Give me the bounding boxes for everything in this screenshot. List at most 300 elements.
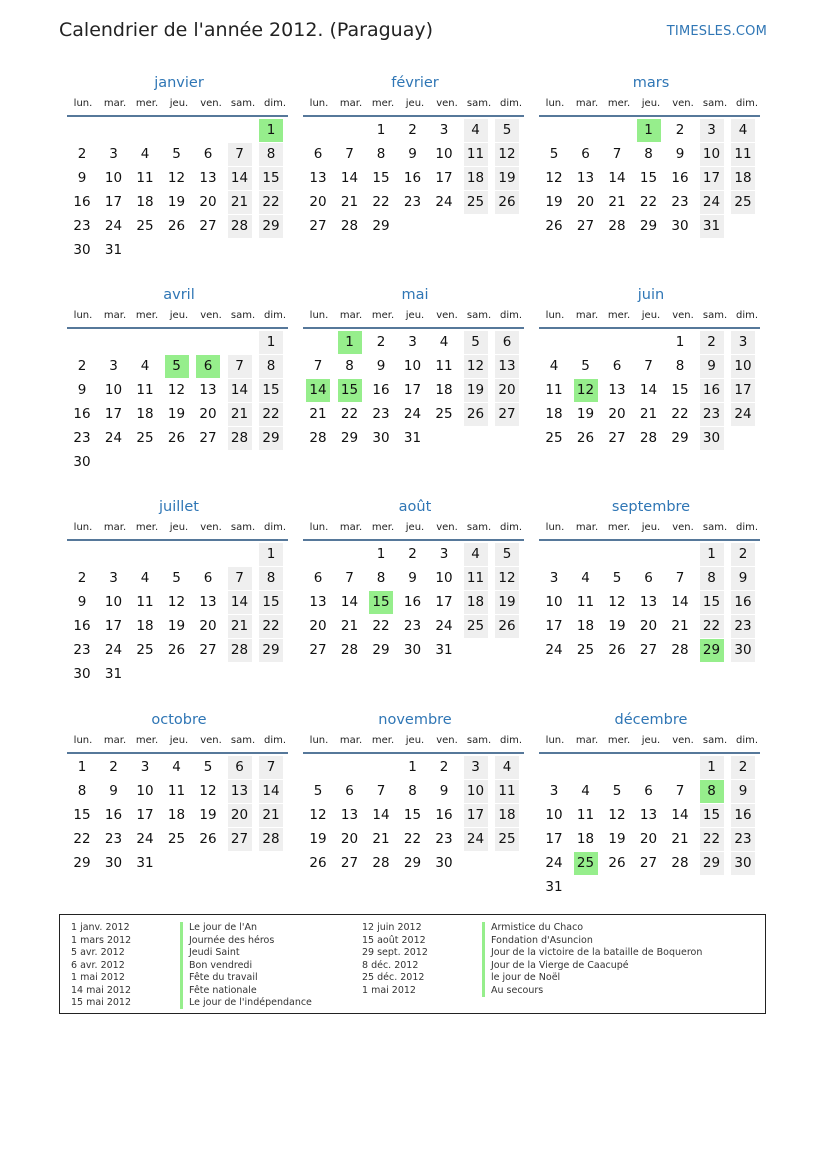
day-cell: 9 — [376, 358, 386, 374]
month-block — [67, 707, 291, 899]
weekday-label: sam. — [702, 310, 728, 321]
day-cell: 23 — [700, 403, 724, 426]
weekday-label: lun. — [309, 735, 329, 746]
day-cell: 3 — [140, 759, 150, 775]
day-cell: 14 — [228, 379, 252, 402]
day-cell: 6 — [203, 570, 213, 586]
day-cell: 24 — [136, 831, 154, 847]
day-cell: 3 — [464, 756, 488, 779]
day-cell: 17 — [104, 194, 123, 210]
day-cell: 21 — [259, 804, 283, 827]
weekday-label: lun. — [545, 735, 565, 746]
day-grid — [539, 755, 763, 899]
weekday-label: mar. — [103, 98, 127, 109]
day-cell: 26 — [495, 191, 519, 214]
day-cell: 21 — [608, 194, 626, 210]
day-cell: 27 — [576, 218, 595, 234]
legend-date: 8 déc. 2012 — [362, 959, 419, 971]
day-cell: 9 — [408, 570, 417, 586]
day-cell: 18 — [167, 807, 186, 823]
day-cell: 16 — [671, 170, 689, 186]
holiday-day-cell: 6 — [196, 355, 220, 378]
day-cell: 10 — [545, 807, 563, 823]
day-cell: 24 — [464, 828, 488, 851]
day-cell: 27 — [309, 218, 327, 234]
day-cell: 11 — [167, 783, 186, 799]
day-cell: 11 — [464, 143, 488, 166]
weekday-label: mer. — [135, 98, 159, 109]
day-cell: 17 — [104, 618, 123, 634]
day-cell: 26 — [608, 642, 626, 658]
day-cell: 8 — [675, 358, 685, 374]
day-cell: 29 — [372, 642, 390, 658]
month-divider — [303, 539, 524, 541]
weekday-label: mer. — [607, 522, 631, 533]
weekday-label: jeu. — [641, 98, 661, 109]
legend-holiday-name: Au secours — [491, 984, 544, 996]
day-cell: 4 — [731, 119, 755, 142]
day-cell: 14 — [340, 594, 359, 610]
day-cell: 26 — [167, 430, 186, 446]
day-cell: 19 — [167, 406, 186, 422]
day-cell: 20 — [228, 804, 252, 827]
day-cell: 23 — [403, 618, 422, 634]
month-block — [539, 707, 763, 899]
day-cell: 3 — [549, 570, 559, 586]
day-cell: 7 — [376, 783, 386, 799]
day-cell: 20 — [309, 618, 327, 634]
day-cell: 5 — [581, 358, 590, 374]
weekday-label: mer. — [135, 735, 159, 746]
legend-date: 29 sept. 2012 — [362, 947, 428, 958]
day-cell: 14 — [340, 170, 359, 186]
legend-date: 1 mai 2012 — [71, 972, 125, 983]
page-title: Calendrier de l'année 2012. (Paraguay) — [59, 19, 433, 41]
day-cell: 4 — [464, 543, 488, 566]
day-cell: 7 — [228, 567, 252, 590]
day-cell: 4 — [581, 570, 590, 586]
weekday-label: mer. — [135, 310, 159, 321]
day-cell: 10 — [136, 783, 154, 799]
day-cell: 16 — [403, 594, 422, 610]
day-cell: 23 — [104, 831, 123, 847]
day-cell: 21 — [228, 191, 252, 214]
day-cell: 22 — [639, 194, 658, 210]
weekday-label: sam. — [702, 98, 728, 109]
day-cell: 11 — [136, 382, 154, 398]
day-cell: 26 — [167, 218, 186, 234]
holiday-day-cell: 12 — [574, 379, 598, 402]
weekday-label: mer. — [135, 522, 159, 533]
day-cell: 3 — [439, 546, 449, 562]
day-cell: 29 — [259, 215, 283, 238]
month-name: avril — [163, 287, 195, 303]
weekday-label: mar. — [339, 735, 363, 746]
day-cell: 1 — [700, 756, 724, 779]
day-cell: 13 — [199, 594, 217, 610]
holiday-day-cell: 14 — [306, 379, 330, 402]
day-cell: 7 — [228, 143, 252, 166]
day-cell: 23 — [73, 218, 91, 234]
day-cell: 31 — [136, 855, 154, 871]
month-divider — [303, 752, 524, 754]
day-cell: 26 — [576, 430, 595, 446]
day-cell: 24 — [104, 430, 123, 446]
day-cell: 18 — [545, 406, 563, 422]
day-cell: 15 — [639, 170, 658, 186]
weekday-label: ven. — [436, 310, 458, 321]
day-cell: 7 — [228, 355, 252, 378]
day-cell: 13 — [309, 594, 327, 610]
day-cell: 6 — [345, 783, 354, 799]
day-cell: 3 — [439, 122, 449, 138]
day-cell: 17 — [731, 379, 755, 402]
day-cell: 2 — [731, 756, 755, 779]
weekday-label: lun. — [309, 310, 329, 321]
day-cell: 4 — [140, 146, 150, 162]
day-cell: 20 — [340, 831, 359, 847]
day-cell: 11 — [495, 780, 519, 803]
day-cell: 27 — [199, 430, 217, 446]
weekday-label: sam. — [466, 735, 492, 746]
day-grid — [539, 542, 763, 686]
day-cell: 4 — [172, 759, 181, 775]
weekday-label: mar. — [103, 522, 127, 533]
day-cell: 6 — [612, 358, 622, 374]
day-cell: 24 — [545, 642, 563, 658]
day-cell: 3 — [109, 570, 118, 586]
day-cell: 16 — [435, 807, 453, 823]
weekday-label: lun. — [545, 310, 565, 321]
day-cell: 26 — [608, 855, 626, 871]
day-grid — [539, 118, 763, 262]
month-block — [303, 70, 527, 262]
legend-holiday-name: Fête du travail — [189, 972, 258, 983]
weekday-label: ven. — [672, 310, 694, 321]
holiday-day-cell: 1 — [338, 331, 362, 354]
day-cell: 23 — [73, 430, 91, 446]
weekday-label: mar. — [575, 522, 599, 533]
weekday-label: mar. — [575, 735, 599, 746]
day-cell: 17 — [104, 406, 123, 422]
day-cell: 18 — [464, 591, 488, 614]
day-cell: 27 — [639, 642, 658, 658]
day-cell: 14 — [608, 170, 626, 186]
weekday-header — [67, 308, 291, 324]
day-cell: 31 — [435, 642, 453, 658]
day-cell: 9 — [408, 146, 417, 162]
day-cell: 3 — [700, 119, 724, 142]
day-cell: 17 — [403, 382, 422, 398]
day-cell: 28 — [340, 642, 359, 658]
day-cell: 8 — [345, 358, 354, 374]
day-cell: 14 — [372, 807, 390, 823]
weekday-label: dim. — [263, 735, 287, 746]
day-cell: 15 — [372, 170, 390, 186]
day-cell: 30 — [671, 218, 689, 234]
month-block — [539, 70, 763, 262]
weekday-label: mar. — [103, 735, 127, 746]
day-cell: 8 — [644, 146, 653, 162]
month-divider — [67, 115, 288, 117]
holiday-day-cell: 29 — [700, 639, 724, 662]
legend-holiday-name: le jour de Noël — [491, 972, 561, 983]
day-cell: 20 — [309, 194, 327, 210]
day-cell: 14 — [671, 594, 689, 610]
day-cell: 25 — [464, 615, 488, 638]
legend-date: 6 avr. 2012 — [71, 959, 125, 971]
day-cell: 26 — [545, 218, 563, 234]
day-cell: 10 — [435, 570, 453, 586]
day-cell: 30 — [73, 242, 91, 258]
day-grid — [539, 330, 763, 474]
day-cell: 19 — [576, 406, 595, 422]
day-cell: 19 — [309, 831, 327, 847]
day-cell: 17 — [435, 170, 453, 186]
day-cell: 16 — [731, 804, 755, 827]
day-grid — [67, 330, 291, 474]
day-cell: 24 — [435, 194, 453, 210]
day-cell: 27 — [199, 642, 217, 658]
day-cell: 9 — [77, 170, 87, 186]
day-cell: 2 — [439, 759, 449, 775]
month-divider — [67, 327, 288, 329]
legend-holiday-name: Fondation d'Asuncion — [491, 934, 593, 946]
day-cell: 11 — [545, 382, 563, 398]
day-cell: 7 — [675, 783, 685, 799]
day-cell: 21 — [340, 194, 359, 210]
day-cell: 29 — [259, 639, 283, 662]
day-cell: 8 — [259, 567, 283, 590]
weekday-label: ven. — [200, 522, 222, 533]
day-cell: 14 — [228, 591, 252, 614]
day-cell: 13 — [639, 594, 658, 610]
day-cell: 25 — [136, 218, 154, 234]
day-cell: 10 — [104, 170, 123, 186]
day-cell: 14 — [671, 807, 689, 823]
month-name: mai — [401, 287, 429, 303]
weekday-label: jeu. — [405, 98, 425, 109]
day-cell: 9 — [77, 382, 87, 398]
holiday-day-cell: 15 — [338, 379, 362, 402]
weekday-label: dim. — [499, 522, 523, 533]
month-block — [539, 282, 763, 474]
holiday-day-cell: 1 — [637, 119, 661, 142]
weekday-label: mar. — [575, 98, 599, 109]
weekday-label: jeu. — [405, 522, 425, 533]
day-cell: 30 — [435, 855, 453, 871]
day-cell: 4 — [464, 119, 488, 142]
day-cell: 17 — [545, 831, 563, 847]
weekday-label: sam. — [702, 522, 728, 533]
day-cell: 28 — [309, 430, 327, 446]
day-cell: 16 — [73, 194, 91, 210]
month-name: novembre — [378, 712, 452, 728]
day-cell: 2 — [77, 570, 87, 586]
day-cell: 13 — [608, 382, 626, 398]
day-cell: 19 — [545, 194, 563, 210]
day-cell: 28 — [608, 218, 626, 234]
weekday-label: dim. — [499, 735, 523, 746]
day-cell: 3 — [109, 146, 118, 162]
day-cell: 12 — [608, 807, 626, 823]
day-cell: 8 — [259, 355, 283, 378]
day-cell: 22 — [340, 406, 359, 422]
day-cell: 30 — [73, 454, 91, 470]
day-cell: 5 — [612, 783, 622, 799]
month-name: juin — [637, 287, 665, 303]
day-cell: 18 — [576, 618, 595, 634]
weekday-label: sam. — [466, 522, 492, 533]
legend-names-col-2 — [491, 922, 702, 997]
day-cell: 6 — [644, 783, 653, 799]
day-cell: 4 — [140, 570, 150, 586]
day-cell: 8 — [77, 783, 87, 799]
day-cell: 1 — [376, 122, 386, 138]
day-cell: 24 — [435, 618, 453, 634]
day-cell: 28 — [340, 218, 359, 234]
day-cell: 11 — [576, 594, 595, 610]
day-cell: 5 — [612, 570, 622, 586]
day-cell: 20 — [639, 831, 658, 847]
day-cell: 8 — [376, 146, 386, 162]
weekday-label: mer. — [607, 310, 631, 321]
month-divider — [539, 539, 760, 541]
month-divider — [67, 752, 288, 754]
day-cell: 27 — [340, 855, 359, 871]
day-cell: 22 — [73, 831, 91, 847]
month-block — [67, 494, 291, 686]
day-cell: 12 — [608, 594, 626, 610]
weekday-label: jeu. — [169, 310, 189, 321]
day-cell: 19 — [167, 618, 186, 634]
holiday-day-cell: 15 — [369, 591, 393, 614]
day-cell: 16 — [372, 382, 390, 398]
day-cell: 28 — [639, 430, 658, 446]
legend-date: 5 avr. 2012 — [71, 947, 125, 958]
day-cell: 4 — [439, 334, 449, 350]
month-block — [67, 282, 291, 474]
day-cell: 13 — [199, 170, 217, 186]
legend-holiday-name: Jour de la victoire de la bataille de Boqueron — [491, 947, 703, 958]
legend-date: 12 juin 2012 — [362, 922, 422, 933]
day-cell: 9 — [109, 783, 118, 799]
weekday-header — [67, 733, 291, 749]
day-cell: 8 — [259, 143, 283, 166]
day-cell: 28 — [228, 427, 252, 450]
day-cell: 30 — [104, 855, 123, 871]
weekday-label: lun. — [73, 310, 93, 321]
legend-date: 1 janv. 2012 — [71, 922, 130, 933]
holiday-legend — [59, 914, 766, 1014]
day-cell: 26 — [309, 855, 327, 871]
day-cell: 10 — [104, 594, 123, 610]
day-cell: 15 — [73, 807, 91, 823]
legend-date: 15 mai 2012 — [71, 997, 132, 1008]
day-cell: 23 — [403, 194, 422, 210]
weekday-label: dim. — [735, 522, 759, 533]
day-cell: 31 — [545, 879, 563, 895]
weekday-label: mar. — [103, 310, 127, 321]
day-cell: 23 — [73, 642, 91, 658]
day-cell: 6 — [313, 146, 323, 162]
day-cell: 27 — [228, 828, 252, 851]
day-cell: 31 — [104, 242, 123, 258]
day-cell: 27 — [639, 855, 658, 871]
month-divider — [539, 327, 760, 329]
day-cell: 30 — [700, 427, 724, 450]
day-cell: 6 — [581, 146, 590, 162]
day-cell: 24 — [403, 406, 422, 422]
day-cell: 3 — [549, 783, 559, 799]
day-cell: 26 — [464, 403, 488, 426]
weekday-header — [539, 733, 763, 749]
day-cell: 5 — [172, 146, 181, 162]
day-cell: 29 — [639, 218, 658, 234]
day-cell: 11 — [576, 807, 595, 823]
day-cell: 20 — [576, 194, 595, 210]
day-cell: 29 — [700, 852, 724, 875]
weekday-label: mer. — [607, 98, 631, 109]
legend-holiday-name: Fête nationale — [189, 984, 257, 996]
day-cell: 15 — [700, 591, 724, 614]
weekday-label: jeu. — [169, 735, 189, 746]
day-cell: 30 — [73, 666, 91, 682]
weekday-header — [539, 308, 763, 324]
day-cell: 5 — [203, 759, 213, 775]
day-cell: 3 — [109, 358, 118, 374]
weekday-label: lun. — [73, 522, 93, 533]
day-cell: 1 — [259, 543, 283, 566]
day-cell: 24 — [700, 191, 724, 214]
month-name: août — [398, 499, 432, 515]
day-cell: 27 — [608, 430, 626, 446]
day-cell: 21 — [309, 406, 327, 422]
day-cell: 13 — [340, 807, 359, 823]
day-cell: 21 — [671, 618, 689, 634]
weekday-label: mer. — [607, 735, 631, 746]
day-cell: 26 — [199, 831, 217, 847]
day-cell: 6 — [644, 570, 653, 586]
weekday-header — [303, 733, 527, 749]
day-cell: 6 — [495, 331, 519, 354]
weekday-label: sam. — [466, 98, 492, 109]
day-cell: 19 — [495, 591, 519, 614]
day-cell: 2 — [675, 122, 685, 138]
day-grid — [67, 755, 291, 899]
day-cell: 13 — [309, 170, 327, 186]
day-cell: 1 — [700, 543, 724, 566]
day-cell: 26 — [495, 615, 519, 638]
day-cell: 17 — [545, 618, 563, 634]
day-cell: 24 — [104, 218, 123, 234]
weekday-label: lun. — [545, 522, 565, 533]
day-cell: 19 — [608, 618, 626, 634]
weekday-label: dim. — [499, 98, 523, 109]
day-cell: 2 — [77, 146, 87, 162]
weekday-label: sam. — [466, 310, 492, 321]
weekday-label: ven. — [200, 310, 222, 321]
day-cell: 28 — [228, 215, 252, 238]
day-cell: 7 — [644, 358, 653, 374]
weekday-label: mar. — [339, 310, 363, 321]
day-cell: 2 — [700, 331, 724, 354]
site-link[interactable]: TIMESLES.COM — [666, 24, 767, 39]
weekday-label: jeu. — [641, 310, 661, 321]
day-cell: 1 — [675, 334, 685, 350]
holiday-day-cell: 8 — [700, 780, 724, 803]
day-cell: 9 — [439, 783, 449, 799]
